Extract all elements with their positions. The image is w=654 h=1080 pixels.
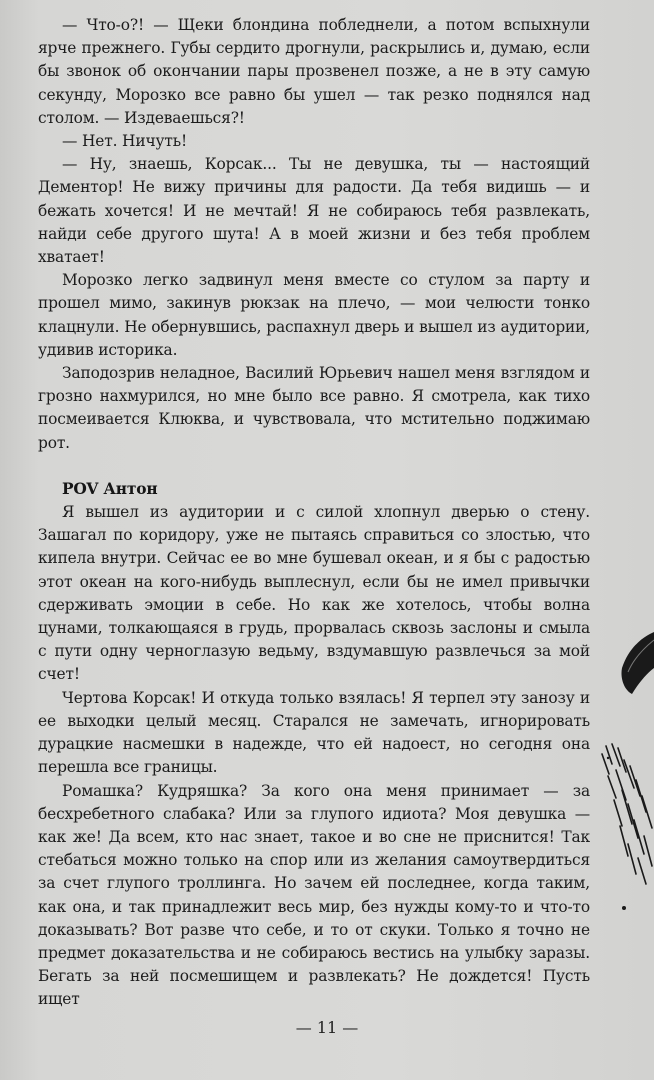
section-heading: POV Антон xyxy=(62,479,158,498)
paragraph: Заподозрив неладное, Василий Юрьевич нашел меня взглядом и грозно нахмурился, но мне было все равно. Я смотрела, как тихо посмеивается Клюква, и чувствовала, что мстительно поджимаю рот. xyxy=(38,364,590,452)
ink-hatching-decoration-icon xyxy=(598,740,654,890)
ink-feather-decoration-icon xyxy=(618,628,654,696)
paragraph: — Ну, знаешь, Корсак... Ты не девушка, ты — настоящий Дементор! Не вижу причины для радости. Да тебя видишь — и бежать хочется! И не мечтай! Я не собираюсь тебя развлекать, найди себе другого шута! А в моей жизни и без тебя проблем хватает! xyxy=(38,155,590,267)
ink-dot-decoration-icon xyxy=(620,904,628,912)
paragraph: — Что-о?! — Щеки блондина побледнели, а потом вспыхнули ярче прежнего. Губы сердито дрогнули, раскрылись и, думаю, если бы звонок об окончании пары прозвенел позже, а не в эту самую секунду, Морозко все равно бы ушел — так резко поднялся над столом. — Издеваешься?! xyxy=(38,16,590,127)
paragraph: — Нет. Ничуть! xyxy=(62,132,188,151)
page-number: — 11 — xyxy=(295,1018,359,1037)
paragraph: Ромашка? Кудряшка? За кого она меня принимает — за бесхребетного слабака? Или за глупого идиота? Моя девушка — как же! Да всем, кто нас знает, такое и во сне не приснится! Так стебаться можно только на спор или из желания самоутвердиться за счет глупого троллинга. Но зачем ей последнее, когда таким, как она, и так принадлежит весь мир, без нужды кому-то и что-то доказывать? Вот разве что себе, и то от скуки. Только я точно не предмет доказательства и не собираюсь вестись на улыбку заразы. Бегать за ней посмешищем и развлекать? Не дождется! Пусть ищет xyxy=(38,781,590,1009)
paragraph: Чертова Корсак! И откуда только взялась! Я терпел эту занозу и ее выходки целый месяц. Старался не замечать, игнорировать дурацкие насмешки в надежде, что ей надоест, но сегодня она перешла все границы. xyxy=(38,688,590,777)
paragraph: Я вышел из аудитории и с силой хлопнул дверью о стену. Зашагал по коридору, уже не пытаясь справиться со злостью, что кипела внутри. Сейчас ее во мне бушевал океан, и я бы с радостью этот океан на кого-нибудь выплеснул, если бы не имел привычки сдерживать эмоции в себе. Но как же хотелось, чтобы волна цунами, толкающаяся в грудь, прорвалась сквозь заслоны и смыла с пути одну черноглазую ведьму, вздумавшую развлечься за мой счет! xyxy=(38,503,590,684)
paragraph: Морозко легко задвинул меня вместе со стулом за парту и прошел мимо, закинув рюкзак на плечо, — мои челюсти тонко клацнули. Не обернувшись, распахнул дверь и вышел из аудитории, удивив историка. xyxy=(38,271,590,359)
page-text xyxy=(38,14,590,1012)
